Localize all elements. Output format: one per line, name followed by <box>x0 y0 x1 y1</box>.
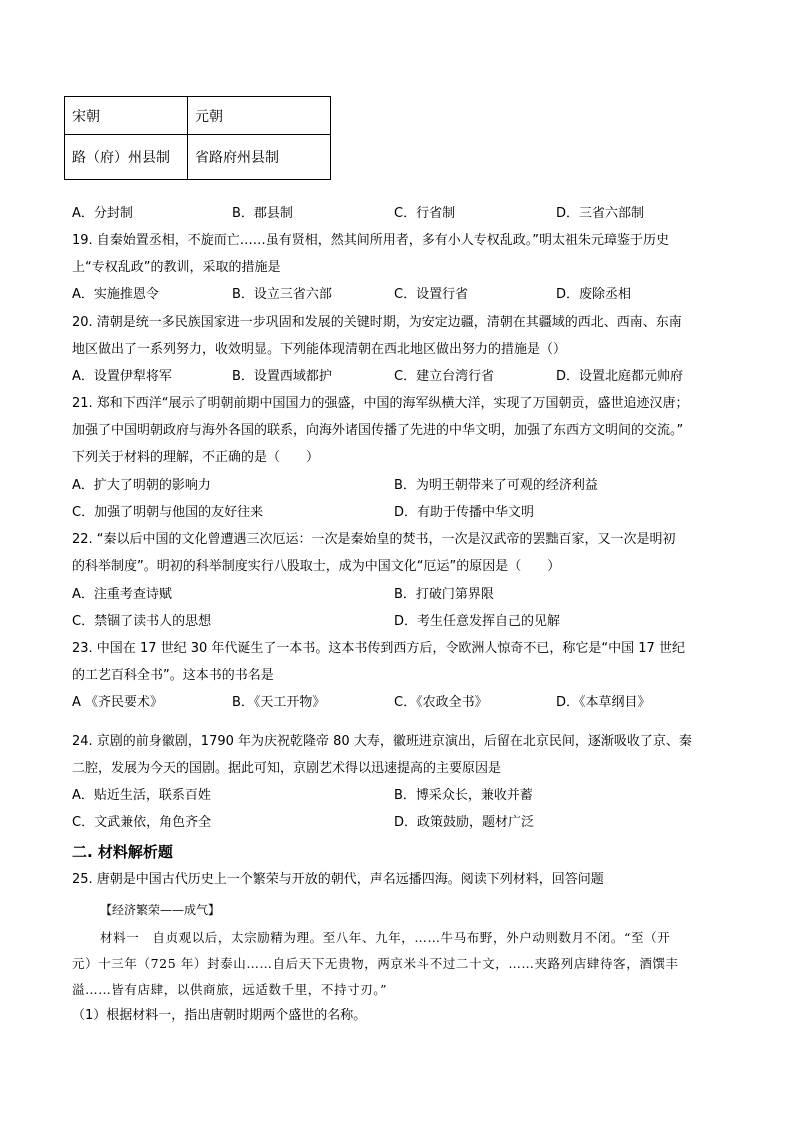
material-text: 元）十三年（725 年）封泰山……自后天下无贵物，两京米斗不过二十文，……夹路列店肆待客，酒馔丰 <box>72 956 679 971</box>
question-text: （1）根据材料一，指出唐朝时期两个盛世的名称。 <box>72 1008 367 1023</box>
option-a: A．实施推恩令 <box>72 287 159 302</box>
question-text: 的科举制度”。明初的科举制度实行八股取士，成为中国文化“厄运”的原因是（ ） <box>72 559 561 574</box>
section-heading: 二. 材料解析题 <box>72 843 173 861</box>
option-d: D．设置北庭都元帅府 <box>556 369 684 384</box>
option-a: A．扩大了明朝的影响力 <box>72 478 211 493</box>
table-row <box>65 135 331 180</box>
table-row <box>65 97 331 135</box>
question-text: 地区做出了一系列努力，收效明显。下列能体现清朝在西北地区做出努力的措施是（） <box>72 342 567 357</box>
option-b: B．为明王朝带来了可观的经济利益 <box>394 478 598 493</box>
option-c: C．加强了明朝与他国的友好往来 <box>72 505 264 520</box>
option-d: D．三省六部制 <box>556 206 645 221</box>
question-text: 19. 自秦始置丞相，不旋而亡……虽有贤相，然其间所用者，多有小人专权乱政。”明太祖朱元璋鉴于历史 <box>72 233 670 248</box>
option-b: B．郡县制 <box>232 206 293 221</box>
option-c: C．设置行省 <box>394 287 469 302</box>
option-a: A．设置伊犁将军 <box>72 369 172 384</box>
question-text: 25. 唐朝是中国古代历史上一个繁荣与开放的朝代，声名远播四海。阅读下列材料，回答问题 <box>72 872 604 887</box>
question-text: 24. 京剧的前身徽剧，1790 年为庆祝乾隆帝 80 大寿，徽班进京演出，后留在北京民间，逐渐吸收了京、秦 <box>72 734 692 749</box>
option-d: D．考生任意发挥自己的见解 <box>394 614 561 629</box>
comparison-table <box>64 96 331 180</box>
table-cell: 元朝 <box>188 97 331 135</box>
material-text: 材料一 自贞观以后，太宗励精为理。至八年、九年，……牛马布野，外户动则数月不闭。“至（开 <box>100 930 671 945</box>
option-b: B．博采众长，兼收并蓄 <box>394 788 533 803</box>
option-d: D．《本草纲目》 <box>556 695 651 710</box>
option-c: C．《农政全书》 <box>394 695 488 710</box>
option-b: B．《天工开物》 <box>232 695 326 710</box>
option-a: A 《齐民要术》 <box>72 695 164 710</box>
question-text: 二腔，发展为今天的国剧。据此可知，京剧艺术得以迅速提高的主要原因是 <box>72 761 502 776</box>
material-subheading: 【经济繁荣——成气】 <box>100 903 221 917</box>
material-text: 溢……皆有店肆，以供商旅，远适数千里，不持寸刃。” <box>72 982 388 997</box>
question-text: 23. 中国在 17 世纪 30 年代诞生了一本书。这本书传到西方后，令欧洲人惊奇不已，称它是“中国 17 世纪 <box>72 641 685 656</box>
option-a: A．注重考查诗赋 <box>72 587 172 602</box>
question-text: 20. 清朝是统一多民族国家进一步巩固和发展的关键时期，为安定边疆，清朝在其疆域的西北、西南、东南 <box>72 315 682 330</box>
question-text: 22. “秦以后中国的文化曾遭遇三次厄运：一次是秦始皇的焚书，一次是汉武帝的罢黜百家，又一次是明初 <box>72 532 676 547</box>
question-text: 下列关于材料的理解，不正确的是（ ） <box>72 450 320 465</box>
option-d: D．废除丞相 <box>556 287 632 302</box>
table-cell: 路（府）州县制 <box>65 135 188 180</box>
option-d: D．政策鼓励，题材广泛 <box>394 815 535 830</box>
option-d: D．有助于传播中华文明 <box>394 505 535 520</box>
option-a: A．贴近生活，联系百姓 <box>72 788 211 803</box>
table-cell: 宋朝 <box>65 97 188 135</box>
question-text: 21. 郑和下西洋“展示了明朝前期中国国力的强盛，中国的海军纵横大洋，实现了万国朝贡，盛世追迹汉唐； <box>72 396 689 411</box>
option-c: C．禁锢了读书人的思想 <box>72 614 212 629</box>
option-b: B．设立三省六部 <box>232 287 332 302</box>
table-cell: 省路府州县制 <box>188 135 331 180</box>
option-b: B．打破门第界限 <box>394 587 494 602</box>
question-text: 上“专权乱政”的教训，采取的措施是 <box>72 260 281 275</box>
option-c: C．建立台湾行省 <box>394 369 495 384</box>
option-a: A．分封制 <box>72 206 133 221</box>
option-c: C．文武兼依，角色齐全 <box>72 815 212 830</box>
option-b: B．设置西域都护 <box>232 369 332 384</box>
option-c: C．行省制 <box>394 206 456 221</box>
question-text: 的工艺百科全书”。这本书的书名是 <box>72 668 274 683</box>
question-text: 加强了中国明朝政府与海外各国的联系，向海外诸国传播了先进的中华文明，加强了东西方文明间的交流。” <box>72 423 684 438</box>
